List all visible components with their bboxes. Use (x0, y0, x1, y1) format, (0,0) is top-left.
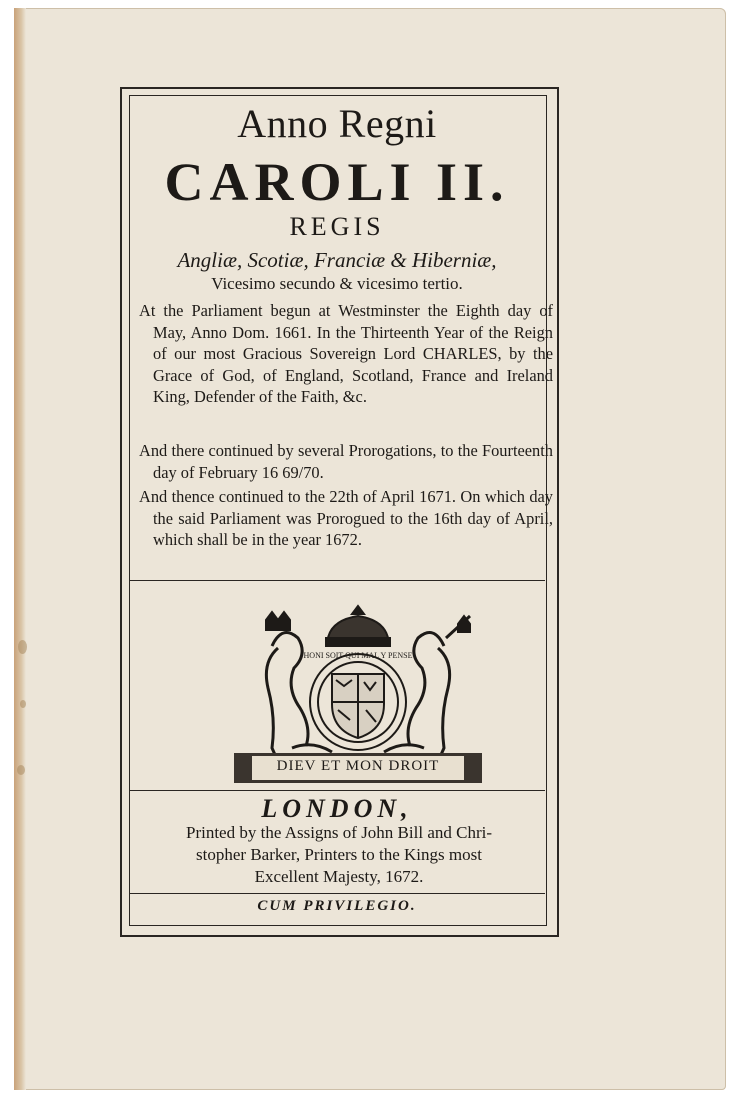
divider-rule (129, 790, 545, 791)
crest-motto: DIEV ET MON DROIT (276, 758, 440, 774)
foxing-spot (18, 640, 27, 654)
title-line-caroli: CAROLI II. (164, 152, 510, 212)
title-line-regis: REGIS (289, 212, 385, 241)
imprint-line: Excellent Majesty, 1672. (254, 867, 424, 886)
divider-rule (129, 893, 545, 894)
spine-edge (14, 8, 26, 1090)
paragraph-prorogued: And thence continued to the 22th of April 1671. On which day the said Parliament was Prorogued to the 16th day of April, which shall be in the year 1672. (139, 487, 553, 549)
imprint-city: LONDON, (261, 794, 413, 823)
title-line-anno-regni: Anno Regni (237, 101, 437, 146)
imprint-block (139, 822, 539, 888)
garter-motto: HONI SOIT QUI MAL Y PENSE (303, 651, 413, 660)
imprint-line: stopher Barker, Printers to the Kings most (196, 845, 482, 864)
title-line-kingdoms: Angliæ, Scotiæ, Franciæ & Hiberniæ, (177, 248, 497, 272)
cum-privilegio: CUM PRIVILEGIO. (257, 898, 417, 914)
foxing-spot (20, 700, 26, 708)
paragraph-prorogations: And there continued by several Prorogations, to the Fourteenth day of February 16 69/70. (139, 441, 553, 482)
imprint-line: Printed by the Assigns of John Bill and Chri- (186, 823, 492, 842)
title-line-years: Vicesimo secundo & vicesimo tertio. (211, 274, 463, 293)
paragraph-parliament: At the Parliament begun at Westminster the Eighth day of May, Anno Dom. 1661. In the Thirteenth Year of the Reign of our most Gracious Sovereign Lord CHARLES, by the Grace of God, of England, Scotland, France and Ireland King, Defender of the Faith, &c. (139, 301, 553, 406)
divider-rule (129, 580, 545, 581)
foxing-spot (17, 765, 25, 775)
